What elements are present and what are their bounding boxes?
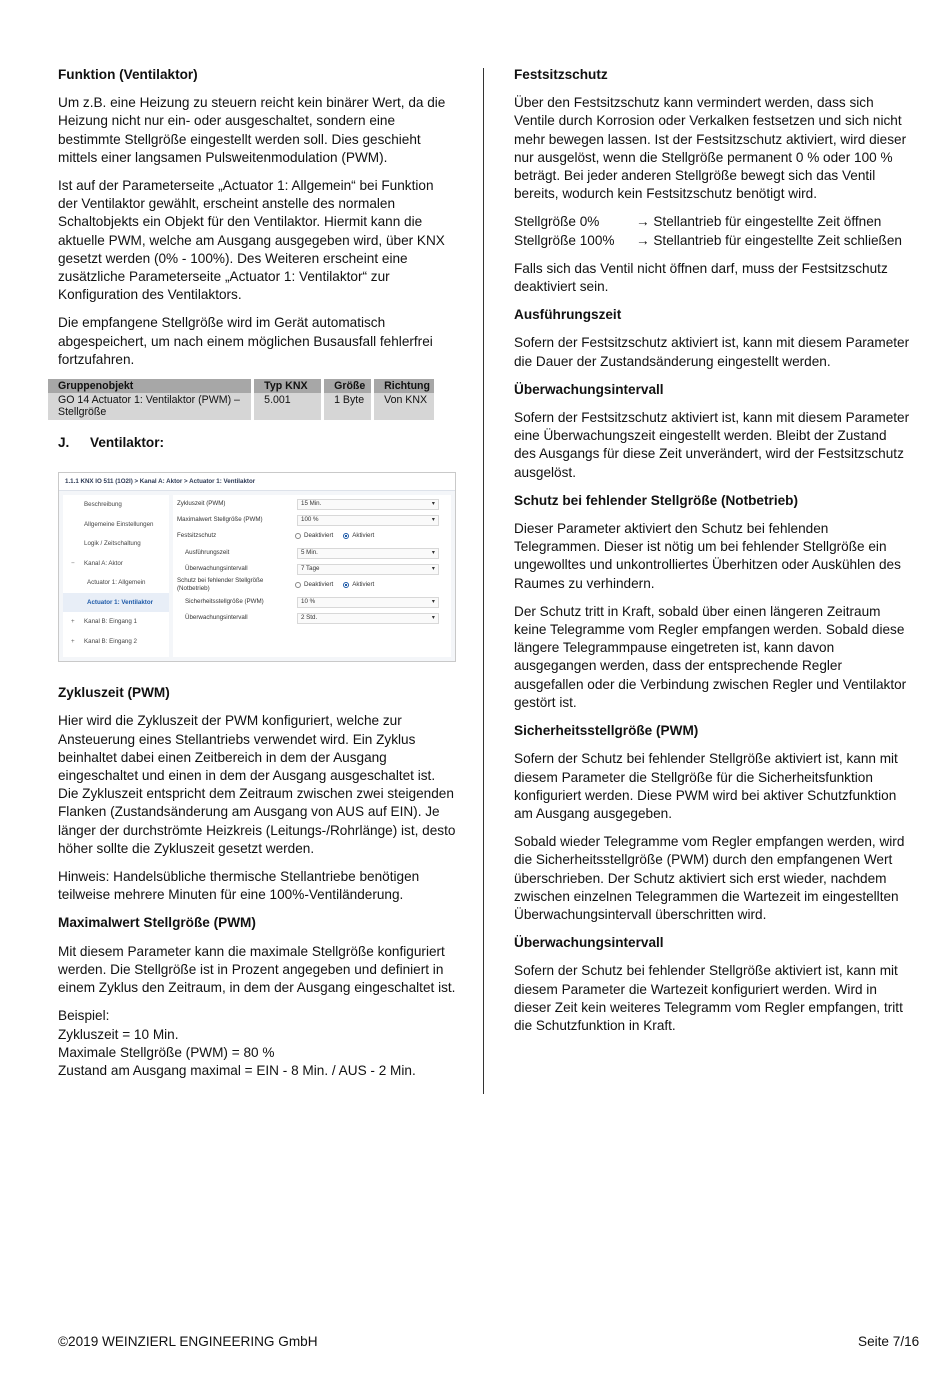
radio-button-selected[interactable]	[343, 533, 349, 539]
select-value: 10 %	[301, 598, 316, 606]
sicherheitsstellgroesse-select[interactable]	[297, 597, 439, 608]
param-label: Ausführungszeit	[185, 549, 230, 557]
heading-ueberwachungsintervall-2: Überwachungsintervall	[514, 935, 664, 951]
example-line: Maximale Stellgröße (PWM) = 80 %	[58, 1044, 275, 1060]
heading-funktion: Funktion (Ventilaktor)	[58, 67, 198, 82]
param-row-festsitzschutz	[177, 529, 447, 543]
table-header-row	[48, 379, 434, 393]
table-cell: Von KNX	[373, 393, 434, 420]
dropdown-arrow-icon: ▾	[431, 500, 435, 508]
collapse-icon[interactable]: −	[71, 559, 75, 567]
section-heading	[58, 434, 456, 452]
table-header: Typ KNX	[253, 379, 323, 393]
paragraph: Der Schutz tritt in Kraft, sobald über einen längeren Zeitraum keine Telegramme vom Regler empfangen werden. Sobald diese längere Telegrammpause eingetreten ist, kann davon ausgegangen werden, dass der entsprechende Regler ausgefallen oder die Verbindung zwischen Regler und Ventilaktor gestört ist.	[514, 603, 907, 710]
radio-label: Deaktiviert	[304, 532, 334, 540]
paragraph: Sofern der Festsitzschutz aktiviert ist, kann mit diesem Parameter eine Überwachungszeit eingestellt werden. Bleibt der Zustand des Ausgangs für diese Zeit unverändert, wird der Festsitzschutz ausgelöst.	[514, 410, 910, 480]
expand-icon[interactable]: +	[71, 637, 75, 645]
table-row	[48, 393, 434, 420]
dropdown-arrow-icon: ▾	[431, 565, 435, 573]
paragraph: Dieser Parameter aktiviert den Schutz bei fehlenden Telegrammen. Dieser ist nötig um bei fehlender Stellgröße ein ungewolltes und unkontrolliertes Überhitzen oder Auskühlen des Raumes zu verhindern.	[514, 521, 901, 591]
sidebar-item-label: Kanal B: Eingang 1	[84, 618, 137, 626]
table-cell: 1 Byte	[323, 393, 373, 420]
param-label: Maximalwert Stellgröße (PWM)	[177, 516, 263, 524]
param-row-zykluszeit	[177, 497, 447, 511]
dropdown-arrow-icon: ▾	[431, 549, 435, 557]
sidebar-item-label: Beschreibung	[84, 501, 122, 509]
table-cell: 5.001	[253, 393, 323, 420]
heading-maximalwert: Maximalwert Stellgröße (PWM)	[58, 915, 256, 931]
footer-copyright: ©2019 WEINZIERL ENGINEERING GmbH	[58, 1334, 318, 1349]
example-label: Beispiel:	[58, 1008, 110, 1024]
footer-page-number: Seite 7/16	[858, 1334, 920, 1349]
column-divider	[483, 68, 484, 1094]
dropdown-arrow-icon: ▾	[431, 614, 435, 622]
param-label: Festsitzschutz	[177, 532, 217, 540]
radio-button-selected[interactable]	[343, 582, 349, 588]
param-row-sicherheitsstellgroesse	[177, 595, 447, 609]
screenshot-parameters	[173, 495, 451, 657]
right-column	[514, 66, 910, 1045]
param-row-ausfuehrungszeit	[177, 546, 447, 560]
param-row-schutz	[177, 578, 447, 592]
param-row-ueberwachungsintervall	[177, 562, 447, 576]
paragraph: Sofern der Schutz bei fehlender Stellgröße aktiviert ist, kann mit diesem Parameter die Wartezeit konfiguriert werden. Wird in dieser Zeit kein weiteres Telegramm vom Regler empfangen, tritt die Schutzfunktion in Kraft.	[514, 963, 903, 1033]
section-title: Ventilaktor:	[90, 435, 165, 451]
group-object-table	[48, 379, 434, 420]
sidebar-item-label: Kanal A: Aktor	[84, 559, 123, 567]
radio-button[interactable]	[295, 582, 301, 588]
schutz-radio-off[interactable]	[295, 581, 333, 589]
sidebar-item-actuator-allgemein[interactable]	[63, 573, 169, 593]
heading-zykluszeit: Zykluszeit (PWM)	[58, 685, 170, 701]
zykluszeit-select[interactable]	[297, 499, 439, 510]
festsitzschutz-radio-on[interactable]	[343, 532, 374, 540]
paragraph: Hier wird die Zykluszeit der PWM konfiguriert, welche zur Ansteuerung eines Stellantriebs verwendet wird. Ein Zyklus beinhaltet dabei einen Zeitbereich in dem der Ausgang eingeschaltet und einen in dem der Ausgang ausgeschaltet ist. Die Zykluszeit entspricht dem Zeitraum zwischen zwei steigenden Flanken (Zustandsänderung am Ausgang von AUS auf EIN). Je länger der durchströmte Heizkreis (Leitungs-/Rohrlänge) ist, desto höher sollte die Zykluszeit gesetzt werden.	[58, 713, 456, 856]
select-value: 100 %	[301, 516, 319, 524]
table-header: Gruppenobjekt	[48, 379, 253, 393]
expand-icon[interactable]: +	[71, 618, 75, 626]
ueberwachungsintervall-2-select[interactable]	[297, 613, 439, 624]
select-value: 15 Min.	[301, 500, 322, 508]
example-line: Zykluszeit = 10 Min.	[58, 1026, 179, 1042]
param-label: Schutz bei fehlender Stellgröße (Notbetrieb)	[177, 577, 264, 593]
sidebar-item-label: Actuator 1: Ventilaktor	[87, 598, 154, 606]
sidebar-item-label: Logik / Zeitschaltung	[84, 540, 141, 548]
heading-sicherheitsstellgroesse: Sicherheitsstellgröße (PWM)	[514, 723, 699, 739]
paragraph: Sofern der Festsitzschutz aktiviert ist, kann mit diesem Parameter die Dauer der Zustandsänderung eingestellt werden.	[514, 335, 910, 369]
sidebar-item-logik[interactable]	[63, 534, 169, 554]
table-header: Größe	[323, 379, 373, 393]
table-cell: GO 14 Actuator 1: Ventilaktor (PWM) – Stellgröße	[48, 393, 253, 420]
left-column	[58, 66, 456, 1080]
value-key: Stellgröße 0%	[514, 214, 600, 230]
heading-ueberwachungsintervall: Überwachungsintervall	[514, 381, 664, 397]
paragraph: Sofern der Schutz bei fehlender Stellgröße aktiviert ist, kann mit diesem Parameter die Stellgröße für die Sicherheitsfunktion konfiguriert werden. Diese PWM wird bei aktiver Schutzfunktion am Ausgang ausgegeben.	[514, 751, 898, 821]
sidebar-item-kanal-a[interactable]	[63, 554, 169, 574]
heading-festsitzschutz: Festsitzschutz	[514, 67, 608, 82]
sidebar-item-kanal-b-eingang-1[interactable]	[63, 612, 169, 632]
heading-ausfuehrungszeit: Ausführungszeit	[514, 307, 622, 323]
paragraph: Um z.B. eine Heizung zu steuern reicht kein binärer Wert, da die Heizung nicht nur ein- oder ausgeschaltet, sondern eine bestimmte Stellgröße eingestellt werden soll. Dies geschieht mittels einer langsamen Pulsweitenmodulation (PWM).	[58, 95, 446, 165]
section-number: J.	[58, 435, 70, 451]
sidebar-item-label: Kanal B: Eingang 2	[84, 637, 137, 645]
radio-label: Aktiviert	[352, 532, 375, 540]
select-value: 2 Std.	[301, 614, 318, 622]
festsitzschutz-radio-off[interactable]	[295, 532, 333, 540]
select-value: 5 Min.	[301, 549, 318, 557]
paragraph: Hinweis: Handelsübliche thermische Stellantriebe benötigen teilweise mehrere Minuten für eine 100%-Ventiländerung.	[58, 869, 420, 903]
heading-schutz: Schutz bei fehlender Stellgröße (Notbetrieb)	[514, 492, 798, 508]
sidebar-item-beschreibung[interactable]	[63, 495, 169, 515]
sidebar-item-label: Actuator 1: Allgemein	[87, 579, 146, 587]
sidebar-item-kanal-b-eingang-2[interactable]	[63, 632, 169, 652]
sidebar-item-allgemeine-einstellungen[interactable]	[63, 515, 169, 535]
screenshot-sidebar	[63, 495, 169, 657]
example-block	[58, 1007, 456, 1080]
value-row	[514, 232, 910, 250]
table-header: Richtung	[373, 379, 434, 393]
sidebar-item-actuator-ventilaktor[interactable]	[63, 593, 169, 613]
param-row-maximalwert	[177, 513, 447, 527]
schutz-radio-on[interactable]	[343, 581, 374, 589]
value-text: → Stellantrieb für eingestellte Zeit öffnen	[636, 214, 882, 230]
radio-label: Aktiviert	[352, 581, 375, 589]
param-label: Überwachungsintervall	[185, 614, 248, 622]
dropdown-arrow-icon: ▾	[431, 516, 435, 524]
radio-button[interactable]	[295, 533, 301, 539]
ausfuehrungszeit-select[interactable]	[297, 548, 439, 559]
select-value: 7 Tage	[301, 565, 320, 573]
maximalwert-select[interactable]	[297, 515, 439, 526]
example-line: Zustand am Ausgang maximal = EIN - 8 Min. / AUS - 2 Min.	[58, 1062, 416, 1078]
param-label: Zykluszeit (PWM)	[177, 500, 226, 508]
value-text: → Stellantrieb für eingestellte Zeit schließen	[636, 232, 902, 248]
paragraph: Falls sich das Ventil nicht öffnen darf, muss der Festsitzschutz deaktiviert sein.	[514, 260, 888, 295]
param-label: Sicherheitsstellgröße (PWM)	[185, 598, 264, 606]
paragraph: Sobald wieder Telegramme vom Regler empfangen werden, wird die Sicherheitsstellgröße (PWM) durch den empfangenen Wert überschrieben. Der Schutz aktiviert sich erst wieder, nachdem zwischen einzelnen Telegrammen die Wartezeit im eingestellten Überwachungsintervall überschritten wird.	[514, 834, 905, 922]
value-row	[514, 213, 910, 231]
paragraph: Über den Festsitzschutz kann vermindert werden, dass sich Ventile durch Korrosion oder Verkalken festsetzen und sich nicht mehr bewegen lassen. Ist der Festsitzschutz aktiviert, wird dieser nur ausgelöst, wenn die Stellgröße permanent 0 % oder 100 % beträgt. Bei jeder anderen Stellgröße bewegt sich das Ventil bereits, wodurch kein Festsitzschutz benötigt wird.	[514, 95, 907, 202]
paragraph: Ist auf der Parameterseite „Actuator 1: Allgemein“ bei Funktion der Ventilaktor gewählt, erscheint anstelle des normalen Schaltobjekts ein Objekt für den Ventilaktor. Hiermit kann die aktuelle PWM, welche am Ausgang ausgegeben wird, über KNX gesetzt werden (0% - 100%). Des Weiteren erscheint eine zusätzliche Parameterseite „Actuator 1: Ventilaktor“ zur Konfiguration des Ventilaktors.	[58, 178, 445, 303]
param-label: Überwachungsintervall	[185, 565, 248, 573]
dropdown-arrow-icon: ▾	[431, 598, 435, 606]
param-row-ueberwachungsintervall-2	[177, 611, 447, 625]
sidebar-item-label: Allgemeine Einstellungen	[84, 520, 154, 528]
paragraph: Die empfangene Stellgröße wird im Gerät automatisch abgespeichert, um nach einem möglichen Busausfall fehlerfrei fortzufahren.	[58, 315, 433, 367]
paragraph: Mit diesem Parameter kann die maximale Stellgröße konfiguriert werden. Die Stellgröße ist in Prozent angegeben und definiert in einem Zyklus den Zeitraum, in dem der Ausgang eingeschaltet ist.	[58, 943, 456, 996]
parameter-screenshot	[58, 472, 456, 662]
value-key: Stellgröße 100%	[514, 232, 615, 248]
screenshot-breadcrumb: 1.1.1 KNX IO 511 (1O2I) > Kanal A: Aktor > Actuator 1: Ventilaktor	[59, 473, 455, 491]
ueberwachungsintervall-select[interactable]	[297, 564, 439, 575]
radio-label: Deaktiviert	[304, 581, 334, 589]
